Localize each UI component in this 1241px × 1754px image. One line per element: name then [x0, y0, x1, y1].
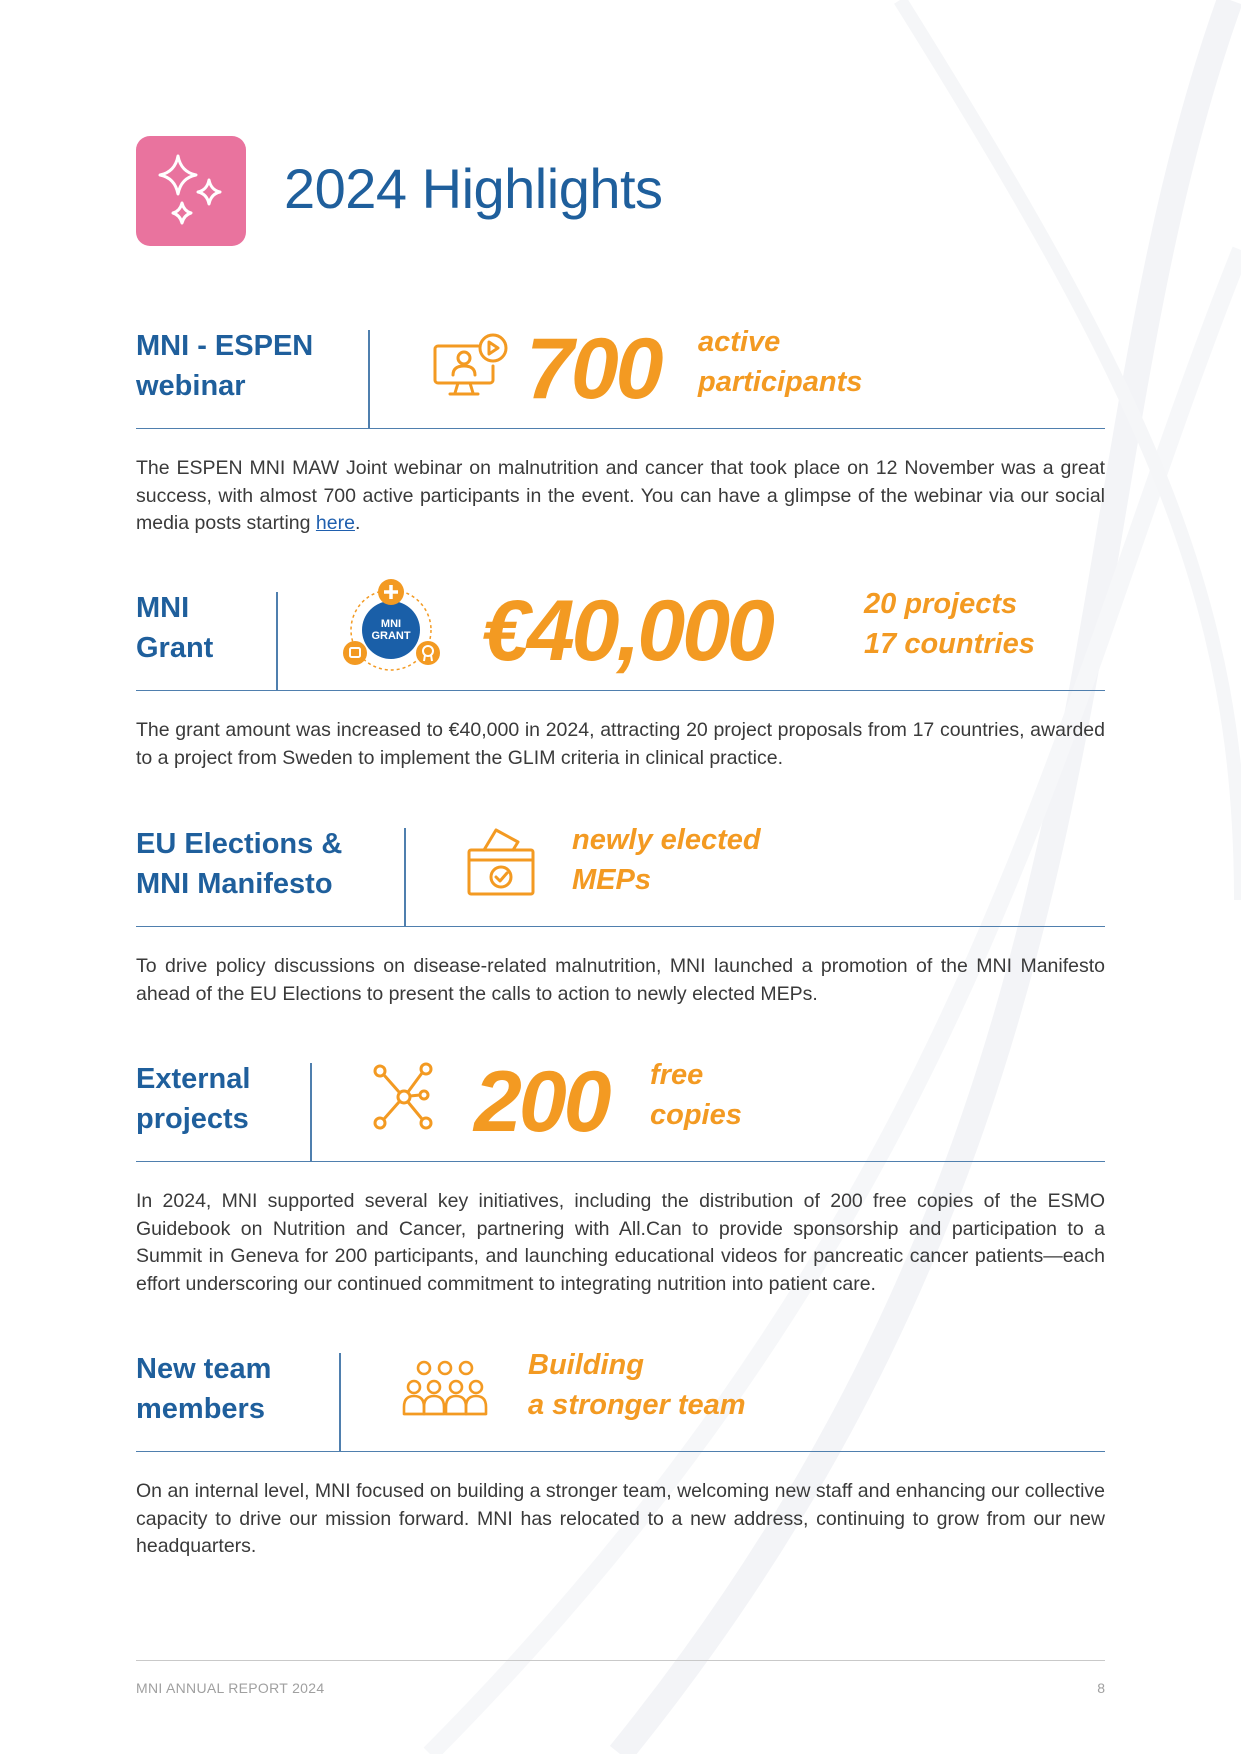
big-number: 200	[474, 1054, 609, 1150]
section-label-line2: Grant	[136, 632, 214, 664]
grant-badge-label	[362, 618, 420, 642]
section-label-line2: members	[136, 1393, 265, 1425]
section-label	[136, 588, 213, 668]
sparkles-icon	[136, 136, 246, 246]
section-label-line1: External	[136, 1063, 251, 1095]
vertical-divider	[276, 592, 278, 690]
here-link[interactable]: here	[315, 512, 355, 534]
badge-line2: GRANT	[371, 630, 411, 642]
section-label-line1: New team	[136, 1353, 272, 1385]
section-label-line1: MNI - ESPEN	[136, 330, 314, 362]
footer-report-title: MNI ANNUAL REPORT 2024	[136, 1680, 325, 1696]
section-label-line1: MNI	[136, 592, 190, 624]
section-label	[136, 824, 342, 904]
big-number: 700	[526, 321, 661, 417]
section-label-line2: projects	[136, 1103, 249, 1135]
title-sparkles-badge	[136, 136, 246, 246]
aside-line2: participants	[698, 366, 863, 398]
section-label-line2: MNI Manifesto	[136, 868, 333, 900]
network-nodes-icon	[372, 1061, 436, 1131]
big-number: €40,000	[482, 583, 772, 679]
section-grant	[136, 583, 1105, 772]
section-external-projects	[136, 1054, 1105, 1298]
aside-line2: a stronger team	[528, 1389, 746, 1421]
vertical-divider	[368, 330, 370, 428]
ballot-box-icon	[466, 824, 538, 898]
aside-line1: newly elected	[572, 824, 761, 856]
highlight-aside	[572, 820, 761, 900]
highlight-aside	[650, 1055, 742, 1135]
aside-line1: 20 projects	[864, 588, 1018, 620]
highlight-aside	[698, 322, 862, 402]
vertical-divider	[404, 828, 406, 926]
body-text-end: .	[354, 512, 361, 534]
section-new-team	[136, 1349, 1105, 1561]
section-webinar	[136, 321, 1105, 538]
section-body: In 2024, MNI supported several key initiatives, including the distribution of 200 free copies of the ESMO Guidebook on Nutrition and Cancer, partnering with All.Can to provide sponsorship and participation to a Summit in Geneva for 200 participants, and launching educational videos for pancreatic cancer patients—each effort underscoring our continued commitment to integrating nutrition into patient care.	[136, 1190, 1105, 1295]
vertical-divider	[339, 1353, 341, 1451]
section-body: To drive policy discussions on disease-related malnutrition, MNI launched a promotion of the MNI Manifesto ahead of the EU Elections to present the calls to action to newly elected MEPs.	[136, 955, 1105, 1005]
aside-line2: 17 countries	[864, 628, 1035, 660]
aside-line1: free	[650, 1059, 704, 1091]
section-label-line1: EU Elections &	[136, 828, 343, 860]
page-title: 2024 Highlights	[284, 157, 663, 220]
section-eu-elections	[136, 824, 1105, 1008]
section-label	[136, 1349, 271, 1429]
footer-divider	[136, 1660, 1105, 1661]
highlight-aside	[528, 1345, 746, 1425]
section-label	[136, 1059, 250, 1139]
highlight-aside	[864, 584, 1035, 664]
section-label-line2: webinar	[136, 370, 246, 402]
aside-line2: copies	[650, 1099, 742, 1131]
section-label	[136, 326, 313, 406]
team-people-icon	[402, 1359, 488, 1419]
webinar-screen-icon	[432, 330, 510, 400]
section-body: On an internal level, MNI focused on building a stronger team, welcoming new staff and enhancing our collective capacity to drive our mission forward. MNI has relocated to a new address, continuing to grow from our new headquarters.	[136, 1480, 1105, 1557]
section-body: The grant amount was increased to €40,000 in 2024, attracting 20 project proposals from 17 countries, awarded to a project from Sweden to implement the GLIM criteria in clinical practice.	[136, 719, 1105, 769]
aside-line1: active	[698, 326, 781, 358]
aside-line2: MEPs	[572, 864, 651, 896]
badge-line1: MNI	[380, 618, 402, 630]
page-number: 8	[1097, 1680, 1105, 1696]
section-body	[136, 455, 1105, 538]
vertical-divider	[310, 1063, 312, 1161]
body-text: The ESPEN MNI MAW Joint webinar on malnutrition and cancer that took place on 12 November was a great success, with almost 700 active participants in the event. You can have a glimpse of the webinar via our social media posts starting	[136, 457, 1105, 534]
aside-line1: Building	[528, 1349, 644, 1381]
